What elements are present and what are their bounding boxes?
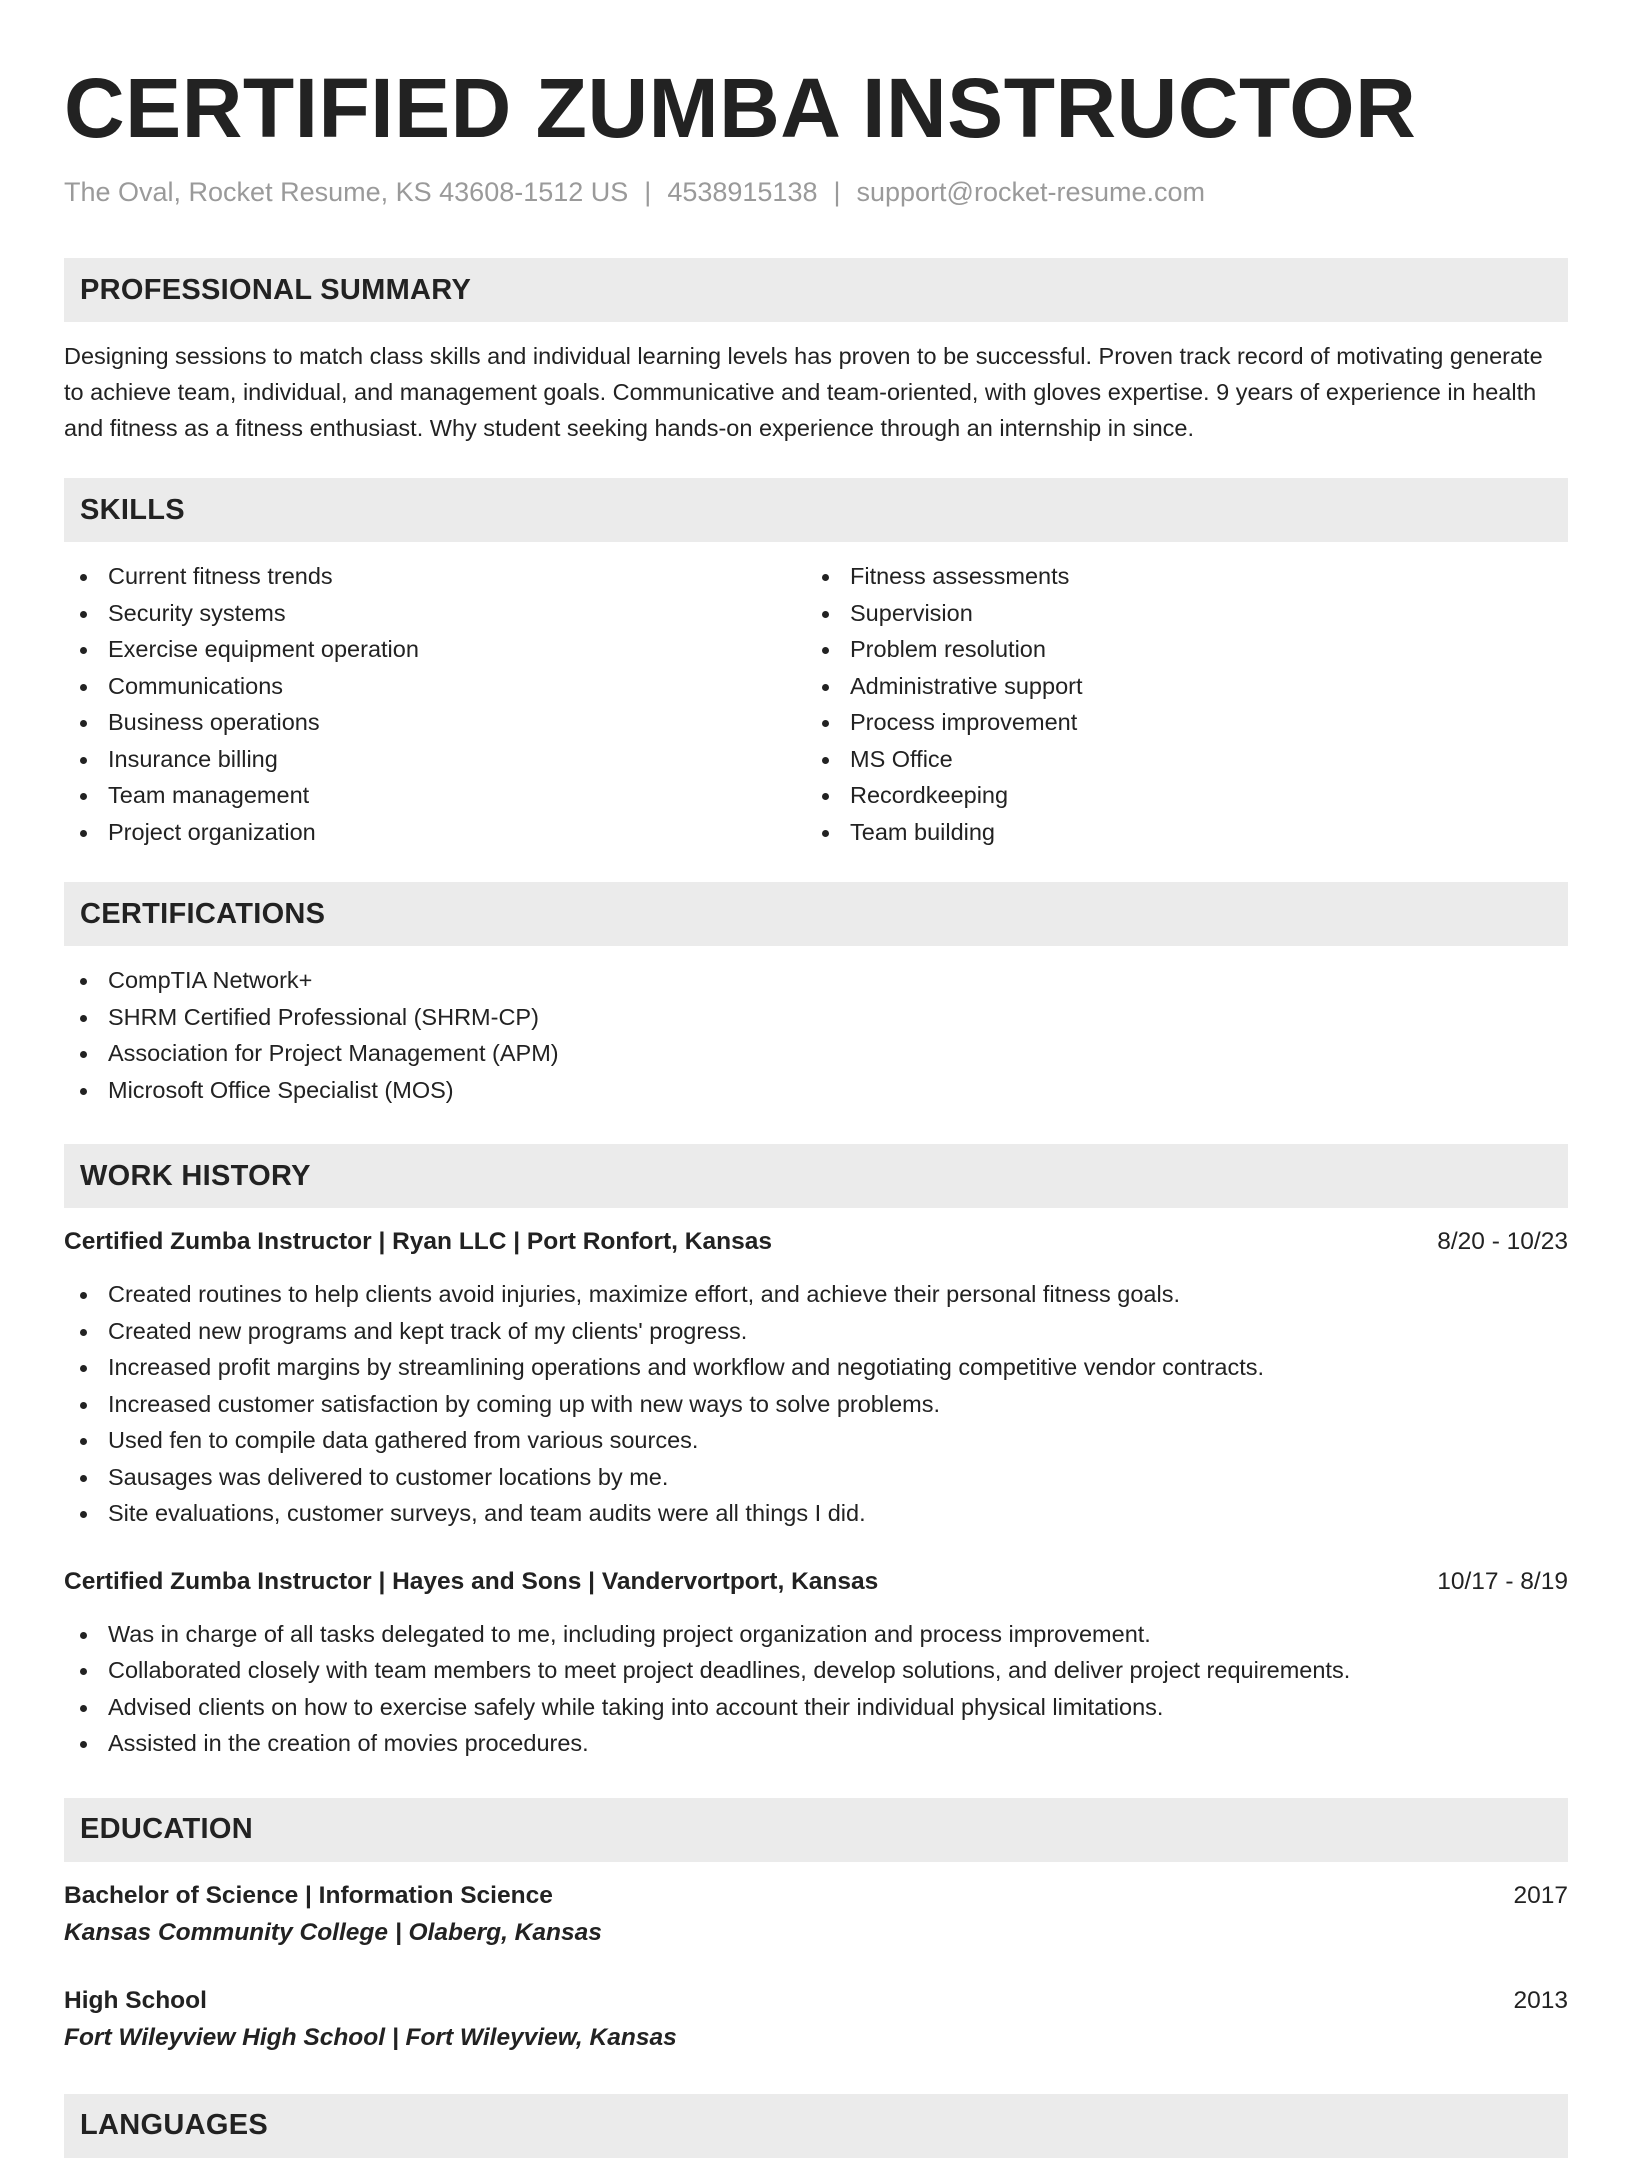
skill-item: Team management [64,777,806,814]
contact-separator: | [644,177,652,207]
contact-email: support@rocket-resume.com [856,177,1206,207]
skills-column-left [64,558,806,850]
contact-separator: | [833,177,841,207]
certification-item: Microsoft Office Specialist (MOS) [64,1072,1568,1109]
section-header-education: EDUCATION [64,1798,1568,1862]
education-entry [64,1983,1568,2056]
skills-column-right [806,558,1548,850]
job-header [64,1564,1568,1600]
education-entry [64,1878,1568,1951]
certifications-list [64,962,1568,1108]
job-bullet: Was in charge of all tasks delegated to me, including project organization and process improvement. [64,1616,1568,1653]
skill-item: Fitness assessments [806,558,1548,595]
job-bullets [64,1616,1568,1762]
skill-item: Problem resolution [806,631,1548,668]
section-header-work-history: WORK HISTORY [64,1144,1568,1208]
skill-item: Business operations [64,704,806,741]
job-title: Certified Zumba Instructor | Hayes and Sons | Vandervortport, Kansas [64,1567,879,1595]
section-header-languages: LANGUAGES [64,2094,1568,2158]
education-school: Kansas Community College | Olaberg, Kansas [64,1918,602,1946]
skill-item: Communications [64,668,806,705]
skill-item: Process improvement [806,704,1548,741]
section-header-certifications: CERTIFICATIONS [64,882,1568,946]
job-bullet: Sausages was delivered to customer locations by me. [64,1459,1568,1496]
job-bullets [64,1276,1568,1532]
skill-item: Recordkeeping [806,777,1548,814]
skill-item: Current fitness trends [64,558,806,595]
job-bullet: Assisted in the creation of movies procedures. [64,1725,1568,1762]
summary-text: Designing sessions to match class skills and individual learning levels has proven to be successful. Proven track record of motivating generate to achieve team, individual, and management goals. Communicative and team-oriented, with gloves expertise. 9 years of experience in health and fitness as a fitness enthusiast. Why student seeking hands-on experience through an internship in since. [64,343,1543,442]
job-dates: 10/17 - 8/19 [1437,1567,1568,1595]
education-year: 2013 [1513,1986,1568,2014]
job-dates: 8/20 - 10/23 [1437,1228,1568,1256]
education-year: 2017 [1513,1881,1568,1909]
skill-item: Team building [806,814,1548,851]
education-header [64,1983,1568,2019]
section-header-skills: SKILLS [64,478,1568,542]
resume-title: CERTIFIED ZUMBA INSTRUCTOR [64,61,1417,155]
education-degree: High School [64,1986,207,2014]
education-header [64,1878,1568,1914]
skills-grid [64,558,1568,850]
contact-line [64,176,1568,208]
job-bullet: Collaborated closely with team members to meet project deadlines, develop solutions, and deliver project requirements. [64,1652,1568,1689]
skill-item: Supervision [806,595,1548,632]
job-bullet: Created new programs and kept track of my clients' progress. [64,1313,1568,1350]
skill-item: Administrative support [806,668,1548,705]
job-bullet: Increased customer satisfaction by coming up with new ways to solve problems. [64,1386,1568,1423]
certification-item: Association for Project Management (APM) [64,1035,1568,1072]
skill-item: Exercise equipment operation [64,631,806,668]
contact-address: The Oval, Rocket Resume, KS 43608-1512 US [64,177,629,207]
contact-phone: 4538915138 [667,177,818,207]
skill-item: MS Office [806,741,1548,778]
job-bullet: Increased profit margins by streamlining operations and workflow and negotiating competitive vendor contracts. [64,1349,1568,1386]
job-header [64,1224,1568,1260]
job-entry [64,1564,1568,1762]
skill-item: Insurance billing [64,741,806,778]
job-title: Certified Zumba Instructor | Ryan LLC | Port Ronfort, Kansas [64,1228,772,1256]
skill-item: Security systems [64,595,806,632]
resume-page [64,0,1568,2158]
job-bullet: Site evaluations, customer surveys, and team audits were all things I did. [64,1495,1568,1532]
certification-item: CompTIA Network+ [64,962,1568,999]
job-bullet: Created routines to help clients avoid injuries, maximize effort, and achieve their personal fitness goals. [64,1276,1568,1313]
skill-item: Project organization [64,814,806,851]
job-bullet: Used fen to compile data gathered from various sources. [64,1422,1568,1459]
job-bullet: Advised clients on how to exercise safely while taking into account their individual physical limitations. [64,1689,1568,1726]
section-header-summary: PROFESSIONAL SUMMARY [64,258,1568,322]
education-school: Fort Wileyview High School | Fort Wileyview, Kansas [64,2023,677,2051]
education-degree: Bachelor of Science | Information Science [64,1881,553,1909]
certification-item: SHRM Certified Professional (SHRM-CP) [64,999,1568,1036]
job-entry [64,1224,1568,1532]
